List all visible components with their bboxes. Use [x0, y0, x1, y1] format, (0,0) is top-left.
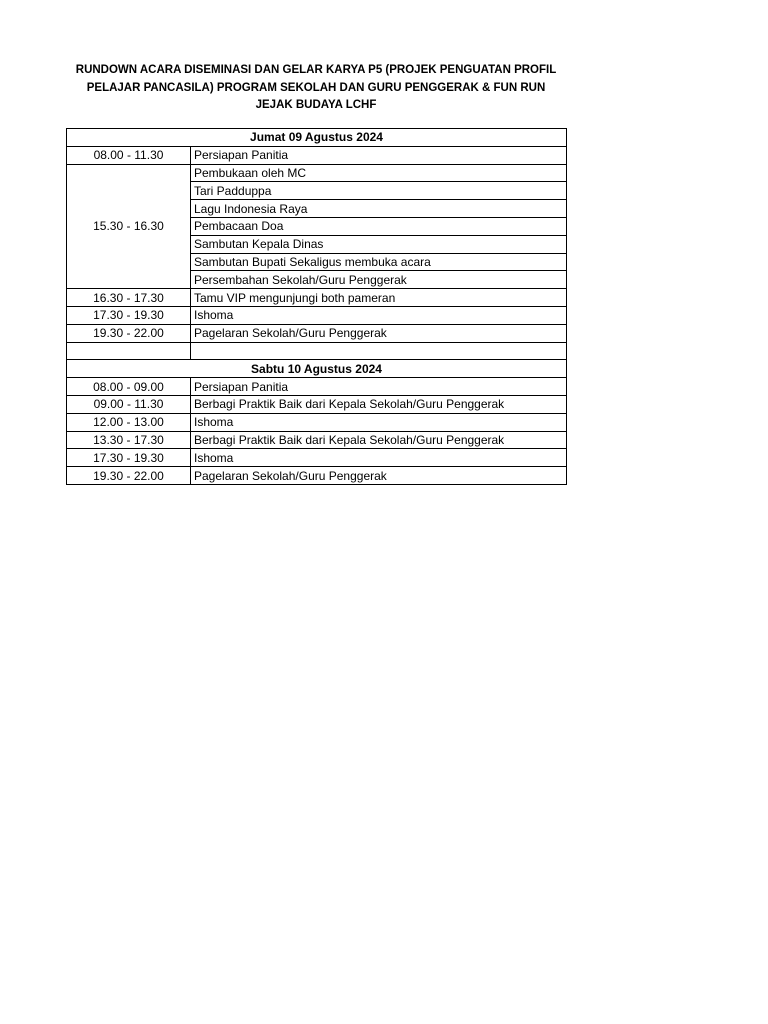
activity-cell: Pagelaran Sekolah/Guru Penggerak: [191, 324, 567, 342]
table-row: [67, 164, 567, 182]
table-row: [67, 324, 567, 342]
time-cell: 12.00 - 13.00: [67, 413, 191, 431]
title-line-1: RUNDOWN ACARA DISEMINASI DAN GELAR KARYA P5 (PROJEK PENGUATAN PROFIL: [75, 64, 557, 76]
time-cell: 19.30 - 22.00: [67, 467, 191, 485]
activity-cell: Berbagi Praktik Baik dari Kepala Sekolah/Guru Penggerak: [191, 431, 567, 449]
day-heading-row: [67, 360, 567, 378]
activity-cell: Pagelaran Sekolah/Guru Penggerak: [191, 467, 567, 485]
empty-cell: [191, 342, 567, 360]
activity-cell: Sambutan Bupati Sekaligus membuka acara: [191, 253, 567, 271]
schedule-table: [66, 128, 567, 485]
table-row: [67, 378, 567, 396]
time-cell: 17.30 - 19.30: [67, 306, 191, 324]
activity-cell: Pembukaan oleh MC: [191, 164, 567, 182]
table-row: [67, 431, 567, 449]
day-heading: Sabtu 10 Agustus 2024: [67, 360, 567, 378]
table-row: [67, 306, 567, 324]
activity-cell: Berbagi Praktik Baik dari Kepala Sekolah/Guru Penggerak: [191, 395, 567, 413]
title-line-3: JEJAK BUDAYA LCHF: [255, 99, 377, 111]
empty-cell: [67, 342, 191, 360]
activity-cell: Tamu VIP mengunjungi both pameran: [191, 289, 567, 307]
activity-cell: Persiapan Panitia: [191, 378, 567, 396]
activity-cell: Pembacaan Doa: [191, 217, 567, 235]
time-cell: 17.30 - 19.30: [67, 449, 191, 467]
document-title: [66, 62, 566, 115]
table-row: [67, 449, 567, 467]
time-cell: 08.00 - 09.00: [67, 378, 191, 396]
time-cell: 16.30 - 17.30: [67, 289, 191, 307]
title-line-2: PELAJAR PANCASILA) PROGRAM SEKOLAH DAN GURU PENGGERAK & FUN RUN: [86, 81, 546, 94]
activity-cell: Sambutan Kepala Dinas: [191, 235, 567, 253]
table-row: [67, 395, 567, 413]
table-row: [67, 467, 567, 485]
time-cell: 19.30 - 22.00: [67, 324, 191, 342]
time-cell: 09.00 - 11.30: [67, 395, 191, 413]
activity-cell: Persembahan Sekolah/Guru Penggerak: [191, 271, 567, 289]
day-heading: Jumat 09 Agustus 2024: [67, 129, 567, 147]
activity-cell: Lagu Indonesia Raya: [191, 200, 567, 218]
activity-cell: Ishoma: [191, 449, 567, 467]
time-cell: 13.30 - 17.30: [67, 431, 191, 449]
table-row: [67, 413, 567, 431]
empty-row: [67, 342, 567, 360]
table-row: [67, 146, 567, 164]
day-heading-row: [67, 129, 567, 147]
table-row: [67, 289, 567, 307]
activity-cell: Ishoma: [191, 413, 567, 431]
activity-cell: Ishoma: [191, 306, 567, 324]
activity-cell: Tari Padduppa: [191, 182, 567, 200]
activity-cell: Persiapan Panitia: [191, 146, 567, 164]
time-cell: 15.30 - 16.30: [67, 164, 191, 289]
time-cell: 08.00 - 11.30: [67, 146, 191, 164]
